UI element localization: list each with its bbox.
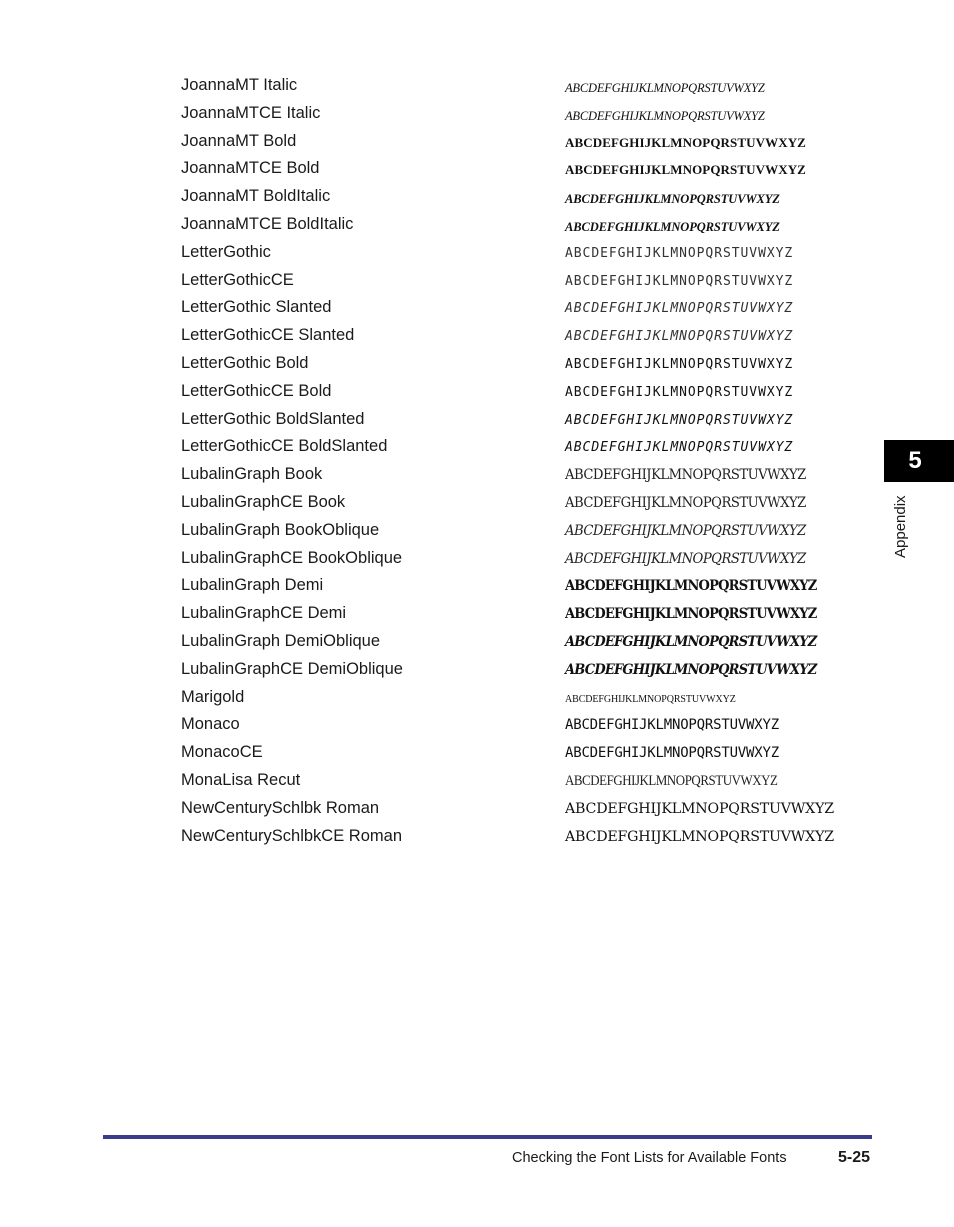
font-sample: ABCDEFGHIJKLMNOPQRSTUVWXYZ <box>565 356 794 372</box>
font-row <box>181 405 871 433</box>
font-name: Monaco <box>181 715 240 734</box>
font-sample: ABCDEFGHIJKLMNOPQRSTUVWXYZ <box>565 440 794 456</box>
font-name: LetterGothicCE <box>181 270 294 289</box>
chapter-label: Appendix <box>892 495 909 558</box>
font-name: JoannaMT Bold <box>181 131 297 150</box>
font-name: LetterGothic Bold <box>181 353 309 372</box>
font-name: MonaLisa Recut <box>181 770 301 789</box>
font-sample: ABCDEFGHIJKLMNOPQRSTUVWXYZ <box>565 522 806 539</box>
font-name: LubalinGraph Demi <box>181 576 324 595</box>
font-sample: ABCDEFGHIJKLMNOPQRSTUVWXYZ <box>565 162 806 178</box>
font-row <box>181 460 871 488</box>
font-row <box>181 488 871 516</box>
page-number: 5-25 <box>838 1149 871 1166</box>
font-name: LetterGothic BoldSlanted <box>181 409 365 428</box>
font-row <box>181 822 871 850</box>
font-name: JoannaMTCE Bold <box>181 159 320 178</box>
font-row <box>181 321 871 349</box>
font-name: Marigold <box>181 687 245 706</box>
font-sample: ABCDEFGHIJKLMNOPQRSTUVWXYZ <box>565 550 806 567</box>
font-name: LubalinGraph Book <box>181 465 323 484</box>
font-list <box>181 71 871 849</box>
font-name: LubalinGraphCE DemiOblique <box>181 659 403 678</box>
font-row <box>181 377 871 405</box>
font-sample: ABCDEFGHIJKLMNOPQRSTUVWXYZ <box>565 245 794 261</box>
font-row <box>181 238 871 266</box>
chapter-tab <box>884 440 954 482</box>
font-row <box>181 293 871 321</box>
font-row <box>181 154 871 182</box>
font-row <box>181 266 871 294</box>
font-row <box>181 432 871 460</box>
font-row <box>181 544 871 572</box>
font-sample: ABCDEFGHIJKLMNOPQRSTUVWXYZ <box>565 633 817 650</box>
font-sample: ABCDEFGHIJKLMNOPQRSTUVWXYZ <box>565 578 817 595</box>
font-sample: ABCDEFGHIJKLMNOPQRSTUVWXYZ <box>565 717 779 734</box>
font-sample: ABCDEFGHIJKLMNOPQRSTUVWXYZ <box>565 301 794 317</box>
font-name: JoannaMTCE Italic <box>181 103 321 122</box>
footer-title: Checking the Font Lists for Available Fonts <box>512 1150 787 1166</box>
font-name: LetterGothic <box>181 242 271 261</box>
font-sample: ABCDEFGHIJKLMNOPQRSTUVWXYZ <box>565 384 794 400</box>
font-sample: ABCDEFGHIJKLMNOPQRSTUVWXYZ <box>565 606 817 623</box>
font-row <box>181 516 871 544</box>
font-row <box>181 655 871 683</box>
font-name: NewCenturySchlbkCE Roman <box>181 826 403 845</box>
font-row <box>181 738 871 766</box>
font-row <box>181 766 871 794</box>
font-row <box>181 627 871 655</box>
font-name: LetterGothicCE Bold <box>181 381 332 400</box>
font-name: LubalinGraphCE BookOblique <box>181 548 403 567</box>
font-sample: ABCDEFGHIJKLMNOPQRSTUVWXYZ <box>565 828 834 845</box>
font-sample: ABCDEFGHIJKLMNOPQRSTUVWXYZ <box>565 412 794 428</box>
font-sample: ABCDEFGHIJKLMNOPQRSTUVWXYZ <box>565 192 780 207</box>
font-row <box>181 71 871 99</box>
chapter-number: 5 <box>908 447 922 474</box>
font-sample: ABCDEFGHIJKLMNOPQRSTUVWXYZ <box>565 745 779 762</box>
font-row <box>181 99 871 127</box>
footer-rule <box>103 1135 872 1139</box>
font-row <box>181 710 871 738</box>
font-sample: ABCDEFGHIJKLMNOPQRSTUVWXYZ <box>565 108 765 123</box>
font-row <box>181 210 871 238</box>
font-name: LetterGothic Slanted <box>181 298 332 317</box>
font-row <box>181 127 871 155</box>
font-sample: ABCDEFGHIJKLMNOPQRSTUVWXYZ <box>565 219 780 234</box>
font-row <box>181 794 871 822</box>
font-name: NewCenturySchlbk Roman <box>181 798 380 817</box>
font-sample: ABCDEFGHIJKLMNOPQRSTUVWXYZ <box>565 134 806 150</box>
font-row <box>181 571 871 599</box>
font-sample: ABCDEFGHIJKLMNOPQRSTUVWXYZ <box>565 661 817 678</box>
font-name: JoannaMTCE BoldItalic <box>181 214 354 233</box>
font-name: LubalinGraph BookOblique <box>181 520 380 539</box>
font-name: LubalinGraph DemiOblique <box>181 631 381 650</box>
font-name: LetterGothicCE Slanted <box>181 326 355 345</box>
font-sample: ABCDEFGHIJKLMNOPQRSTUVWXYZ <box>565 81 765 95</box>
font-sample: ABCDEFGHIJKLMNOPQRSTUVWXYZ <box>565 800 834 817</box>
font-name: LubalinGraphCE Demi <box>181 604 347 623</box>
font-sample: ABCDEFGHIJKLMNOPQRSTUVWXYZ <box>565 273 794 289</box>
font-sample: ABCDEFGHIJKLMNOPQRSTUVWXYZ <box>565 467 806 484</box>
font-sample: ABCDEFGHIJKLMNOPQRSTUVWXYZ <box>565 772 778 789</box>
font-name: JoannaMT Italic <box>181 76 298 94</box>
font-name: LetterGothicCE BoldSlanted <box>181 437 388 456</box>
font-name: LubalinGraphCE Book <box>181 492 346 511</box>
font-name: MonacoCE <box>181 743 263 762</box>
font-sample: ABCDEFGHIJKLMNOPQRSTUVWXYZ <box>565 494 806 511</box>
font-sample: ABCDEFGHIJKLMNOPQRSTUVWXYZ <box>565 329 794 345</box>
font-row <box>181 683 871 711</box>
font-sample: ABCDEFGHIJKLMNOPQRSTUVWXYZ <box>565 693 736 705</box>
font-row <box>181 182 871 210</box>
font-row <box>181 349 871 377</box>
font-name: JoannaMT BoldItalic <box>181 187 331 206</box>
font-row <box>181 599 871 627</box>
